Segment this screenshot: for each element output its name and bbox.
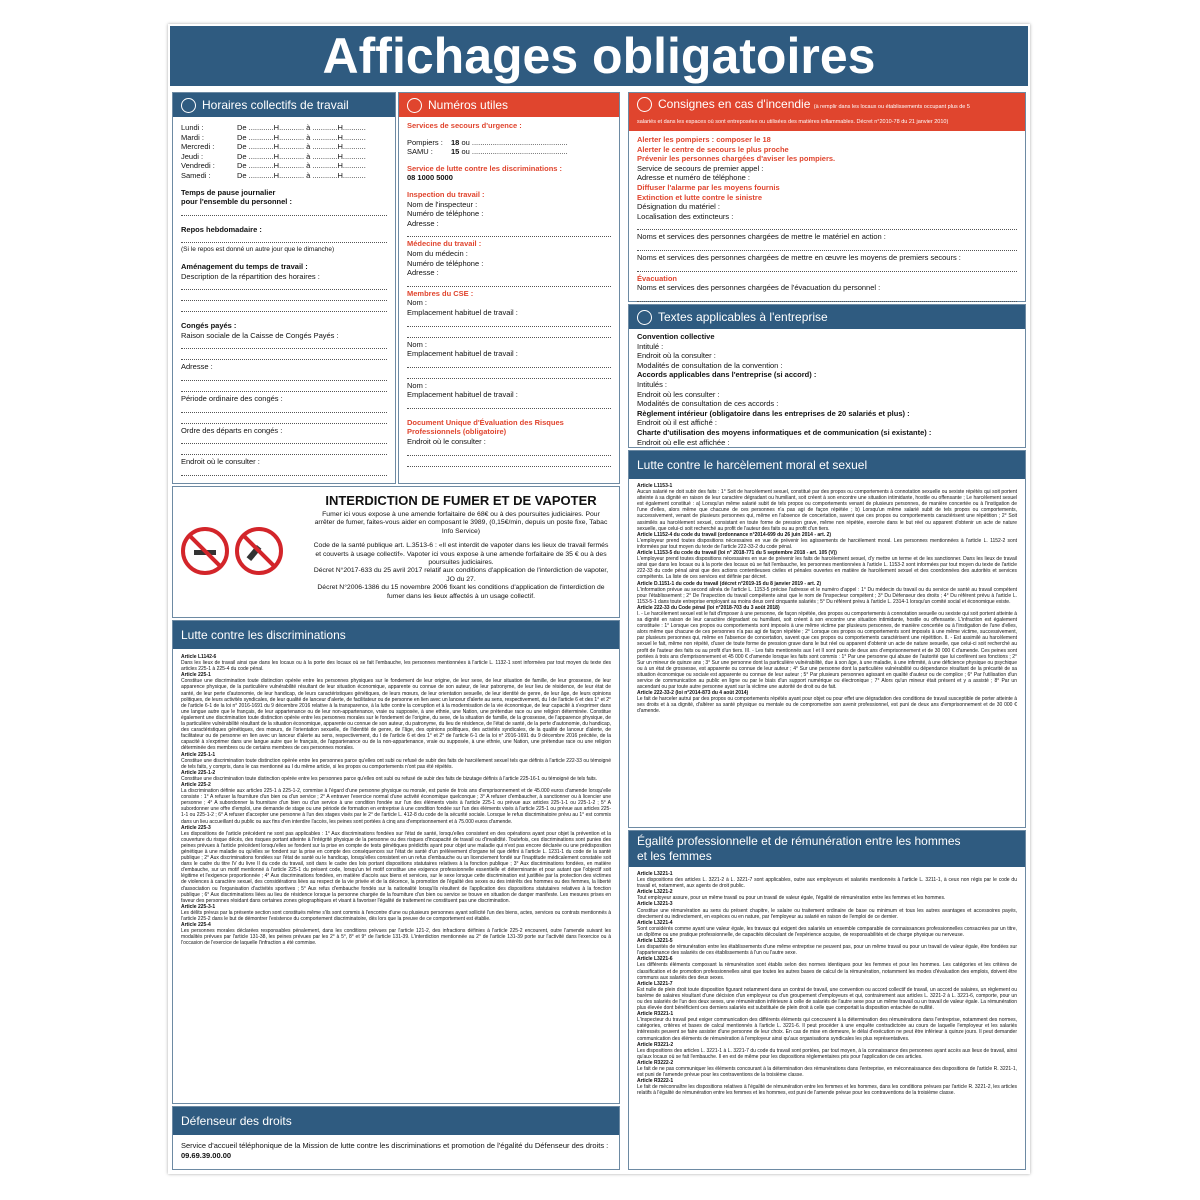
days-list (181, 123, 387, 181)
article-heading: Article R3221-2 (637, 1041, 674, 1048)
law-article (637, 1078, 1017, 1096)
day-label: Jeudi : (181, 151, 204, 161)
harcelement-body (629, 479, 1025, 719)
law-article (637, 1011, 1017, 1041)
discriminations-title: Lutte contre les discriminations (181, 628, 346, 642)
text-line: Règlement intérieur (obligatoire dans les entreprises de 20 salariés et plus) : (637, 408, 910, 418)
emplacement-label: Emplacement habituel de travail : (407, 349, 518, 359)
article-heading: Article L3221-3 (637, 901, 673, 908)
adresse-label: Adresse : (407, 268, 439, 278)
smoking-text (313, 493, 609, 601)
text-line: Endroit où la consulter : (637, 351, 716, 361)
article-heading: Article 225-2 (181, 781, 211, 788)
article-text: La discrimination définie aux articles 225-1 à 225-1-2, commise à l'égard d'une personne physique ou morale, est punie de trois ans d'emprisonnement et de 45.000 euros d'amende lorsqu'elle consiste : 1° A refuser la fourniture d'un bien ou d'un service ; 2° A entraver l'exercice normal d'une activité économique quelconque ; 3° A refuser d'embaucher, à sanctionner ou à licencier une personne ; 4° A subordonner la fourniture d'un bien ou d'un service à une condition fondée sur l'un des éléments visés à l'article 225-1 ou prévue aux articles 225-1-1 ou 225-1-2 ; 5° A subordonner une offre d'emploi, une demande de stage ou une période de formation en entreprise à une condition fondée sur l'un des éléments visés à l'article 225-1 ou prévue aux articles 225-1-1 ou 225-1-2 ; 6° A refuser d'accepter une personne à l'un des stages visés par le 2° de l'article L. 412-8 du code de la sécurité sociale. Lorsque le refus discriminatoire prévu au 1° est commis dans un lieu accueillant du public ou aux fins d'en interdire l'accès, les peines sont portées à cinq ans d'emprisonnement et à 75.000 euros d'amende. (181, 788, 611, 825)
field-label: Noms et services des personnes chargées de l'évacuation du personnel : (637, 283, 881, 293)
article-heading: Article L3221-4 (637, 919, 673, 926)
article-text: Les dispositions des articles L. 3221-2 à L. 3221-7 sont applicables, outre aux employeurs et salariés mentionnés à l'article L. 3211-1, à ceux non régis par le code du travail et, notamment, aux agents de droit public. (637, 877, 1017, 890)
day-row (181, 152, 387, 162)
fill-line (181, 415, 387, 424)
article-heading: Article R3222-2 (637, 1059, 674, 1066)
duer-label-2: Professionnels (obligatoire) (407, 427, 507, 437)
article-heading: Article D.1151-1 du code du travail (décret n°2019-15 du 8 janvier 2019 - art. 2) (637, 580, 822, 587)
pompiers-label: Pompiers : (407, 137, 443, 147)
law-article (181, 825, 611, 904)
day-slot: De ............H............ à ............H........... (237, 161, 366, 171)
fill-line (181, 207, 387, 216)
article-heading: Article 225-1 (181, 672, 211, 679)
defenseur-section (172, 1106, 620, 1170)
day-row (181, 123, 387, 133)
day-label: Samedi : (181, 170, 211, 180)
day-slot: De ............H............ à ............H........... (237, 142, 366, 152)
discriminations-section (172, 620, 620, 1104)
discrim-label: Service de lutte contre les discriminations : (407, 163, 563, 173)
day-slot: De ............H............ à ............H........... (237, 132, 366, 142)
article-text: Les différents éléments composant la rémunération sont établis selon des normes identiques pour les femmes et pour les hommes. Les catégories et les critères de classification et de promotion professionnelles ainsi que toutes les autres bases de calcul de la rémunération, notamment les modes d'évaluation des emplois, doivent être communs aux salariés des deux sexes. (637, 962, 1017, 981)
smoking-title: INTERDICTION DE FUMER ET DE VAPOTER (325, 493, 597, 508)
article-text: L'information prévue au second alinéa de l'article L. 1153-5 précise l'adresse et le numéro d'appel : 1° Du médecin du travail ou du service de santé au travail compétent pour l'établissement ; 2° De l'inspection du travail compétente ainsi que le nom de l'inspecteur compétent ; 3° Du Défenseur des droits ; 4° Du référent prévu à l'article L. 1153-5-1 dans toute entreprise employant au moins deux cent cinquante salariés ; 5° Du référent prévu à l'article L. 2314-1 lorsqu'un comité social et économique existe. (637, 586, 1017, 605)
adresse-label: Adresse : (407, 218, 439, 228)
numeros-body (399, 117, 619, 473)
article-text: Le fait de ne pas communiquer les éléments concourant à la détermination des rémunérations dans l'entreprise, en méconnaissance des dispositions de l'article R. 3221-1, est puni de l'amende prévue pour les contraventions de la troisième classe. (637, 1066, 1017, 1079)
article-text: L'employeur prend toutes dispositions nécessaires en vue de prévenir les faits de harcèlement sexuel, d'y mettre un terme et de les sanctionner. Dans les lieux de travail ainsi que dans les locaux ou à la porte des locaux où se fait l'embauche, les personnes mentionnées à l'article L. 1153-2 sont informées par tout moyen du texte de l'article 222-33 du code pénal ainsi que des actions contentieuses civiles et pénales ouvertes en matière de harcèlement sexuel et des coordonnées des autorités et services compétents. La liste de ces services est définie par décret. (637, 556, 1017, 581)
adresse-label: Adresse : (181, 362, 213, 372)
emplacement-label: Emplacement habituel de travail : (407, 307, 518, 317)
article-heading: Article L1142-6 (181, 654, 217, 660)
fill-line (407, 370, 611, 379)
harcelement-section (628, 450, 1026, 828)
fill-line (181, 292, 387, 301)
incendie-note: (à remplir dans les locaux ou établissements occupant plus de 5 (813, 104, 970, 110)
day-slot: De ............H............ à ............H........... (237, 170, 366, 180)
smoking-para: Décret N°2006-1386 du 15 novembre 2006 fixant les conditions d'application de l'interdiction de fumer dans les lieux affectés à un usage collectif. (317, 584, 605, 600)
discrim-number: 08 1000 5000 (407, 173, 453, 183)
inspecteur-label: Nom de l'inspecteur : (407, 199, 478, 209)
law-article (637, 532, 1017, 550)
ordre-label: Ordre des départs en congés : (181, 425, 283, 435)
instruction: Extinction et lutte contre le sinistre (637, 192, 763, 202)
incendie-note-2: salariés et dans les espaces où sont entreposées ou utilisées des matières inflammables. Décret n°2010-78 du 21 janvier 2010) (637, 119, 949, 126)
phone-icon (407, 98, 422, 113)
fill-line (407, 458, 611, 467)
fill-line (181, 234, 387, 243)
article-heading: Article 222-33 du Code pénal (loi n°2018-703 du 3 août 2018) (637, 604, 780, 611)
fill-line (637, 293, 1017, 302)
egalite-title-2: et les femmes (637, 849, 712, 863)
day-slot: De ............H............ à ............H........... (237, 151, 366, 161)
day-label: Mercredi : (181, 142, 215, 152)
field-label: Noms et services des personnes chargées de mettre le matériel en action : (637, 232, 886, 242)
repos-note: (Si le repos est donné un autre jour que le dimanche) (181, 246, 335, 254)
discriminations-body (173, 649, 619, 952)
day-label: Vendredi : (181, 161, 215, 171)
article-text: L'employeur prend toutes dispositions nécessaires en vue de prévenir les agissements de harcèlement moral. Les personnes mentionnées à l'article L. 1152-2 sont informées par tout moyen du texte de l'article 222-33-2 du code pénal. (637, 537, 1017, 550)
tel-label: Numéro de téléphone : (407, 258, 484, 268)
article-heading: Article 225-3 (181, 824, 211, 831)
fill-line (407, 447, 611, 456)
or-label: ou (461, 137, 470, 147)
article-text: Les disparités de rémunération entre les établissements d'une même entreprise ne peuvent pas, pour un même travail ou pour un travail de valeur égale, être fondées sur l'appartenance des salariés de ces établissements à l'un ou l'autre sexe. (637, 944, 1017, 957)
article-text: Les délits prévus par la présente section sont constitués même s'ils sont commis à l'encontre d'une ou plusieurs personnes ayant sollicité l'un des biens, actes, services ou contrats mentionnés à l'article 225-2 dans le but de démontrer l'existence du comportement discriminatoire, dès lors que la preuve de ce comportement est établie. (181, 909, 611, 923)
tel-label: Numéro de téléphone : (407, 209, 484, 219)
day-label: Mardi : (181, 132, 204, 142)
fill-line (181, 281, 387, 290)
fill-line (181, 351, 387, 360)
nom-label: Nom : (407, 380, 428, 390)
law-article (637, 901, 1017, 919)
article-heading: Article L1153-1 (637, 483, 673, 489)
defenseur-phone: 09.69.39.00.00 (181, 1150, 232, 1160)
law-article (637, 483, 1017, 532)
law-article (181, 922, 611, 946)
day-label: Lundi : (181, 123, 204, 132)
text-line: Intitulé : (637, 341, 664, 351)
textes-header (629, 305, 1025, 329)
law-article (637, 920, 1017, 938)
article-text: Les dispositions des articles L. 3221-1 à L. 3221-7 du code du travail sont portées, par tout moyen, à la connaissance des personnes ayant accès aux lieux de travail, ainsi qu'aux locaux où se fait l'embauche. Il en est de même pour les dispositions réglementaires pris pour l'application de ces articles. (637, 1047, 1017, 1060)
incendie-title: Consignes en cas d'incendie (658, 97, 811, 111)
article-heading: Article 225-1-1 (181, 751, 216, 758)
nom-label: Nom : (407, 339, 428, 349)
day-row (181, 171, 387, 181)
harcelement-title: Lutte contre le harcèlement moral et sexuel (637, 458, 868, 472)
nom-label: Nom : (407, 298, 428, 308)
pompiers-row: Pompiers : 18 ou .............................................. (407, 137, 568, 147)
book-icon (637, 310, 652, 325)
text-line: Charte d'utilisation des moyens informatiques et de communication (si existante) : (637, 427, 932, 437)
field-label: Noms et services des personnes chargées de mettre en œuvre les moyens de premiers secours : (637, 252, 961, 262)
instruction: Évacuation (637, 273, 678, 283)
egalite-title: Égalité professionnelle et de rémunération entre les hommes (637, 834, 961, 848)
article-text: Constitue une discrimination toute distinction opérée entre les personnes parce qu'elles ont subi ou refusé de subir des faits de harcèlement sexuel tels que définis à l'article 222-33 ou témoigné de tels faits, y compris, dans le cas mentionné au I du même article, si les propos ou comportements n'ont pas été répétés. (181, 757, 611, 770)
law-article (181, 770, 611, 782)
fire-icon (637, 97, 652, 112)
horaires-body (173, 117, 395, 482)
incendie-section (628, 92, 1026, 302)
fill-line (181, 467, 387, 476)
field-label: Service de secours de premier appel : (637, 163, 764, 173)
horaires-header (173, 93, 395, 117)
text-line: Intitulés : (637, 379, 668, 389)
fill-line (407, 400, 611, 409)
fill-line (407, 359, 611, 368)
conges-label: Congés payés : (181, 321, 237, 331)
article-heading: Article 225-3-1 (181, 903, 216, 910)
repartition-label: Description de la répartition des horaires : (181, 271, 320, 281)
article-text: Aucun salarié ne doit subir des faits : 1° Soit de harcèlement sexuel, constitué par des propos ou comportements à connotation sexuelle ou sexiste répétés qui soit portent atteinte à sa dignité en raison de leur caractère dégradant ou humiliant, soit créent à son encontre une situation intimidante, hostile ou offensante ; Le harcèlement sexuel est également constitué : a) Lorsqu'un même salarié subit de tels propos ou comportements venant de plusieurs personnes, de manière concertée ou à l'instigation de l'une d'elles, alors même que chacune de ces personnes n'a pas agi de façon répétée ; b) Lorsqu'un même salarié subit de tels propos ou comportements, successivement, venant de plusieurs personnes qui, même en l'absence de concertation, savent que ces propos ou comportements caractérisent une répétition ; 2° Soit assimilés au harcèlement sexuel, consistant en toute forme de pression grave, même non répétée, exercée dans le but réel ou apparent d'obtenir un acte de nature sexuelle, que celui-ci soit recherché au profit de l'auteur des faits ou au profit d'un tiers. (637, 489, 1017, 532)
instruction: Alerter les pompiers : composer le 18 (637, 135, 771, 144)
discriminations-header (173, 621, 619, 649)
article-text: Le fait de harceler autrui par des propos ou comportements répétés ayant pour objet ou pour effet une dégradation des conditions de travail susceptible de porter atteinte à ses droits et à sa dignité, d'altérer sa santé physique ou mentale ou de compromettre son avenir professionnel, est puni de deux ans d'emprisonnement et de 30 000 € d'amende. (637, 696, 1017, 715)
inspection-label: Inspection du travail : (407, 189, 485, 199)
amenagement-label: Aménagement du temps de travail : (181, 261, 308, 271)
fill-line (637, 242, 1017, 251)
egalite-section (628, 830, 1026, 1170)
horaires-section (172, 92, 396, 484)
samu-number: 15 (451, 147, 460, 157)
day-row (181, 133, 387, 143)
article-text: Constitue une rémunération au sens du présent chapitre, le salaire ou traitement ordinaire de base ou minimum et tous les autres avantages et accessoires payés, directement ou indirectement, en espèces ou en nature, par l'employeur au salarié en raison de l'emploi de ce dernier. (637, 907, 1017, 920)
law-article (637, 956, 1017, 980)
instruction: Diffuser l'alarme par les moyens fournis (637, 182, 780, 192)
instruction: Alerter le centre de secours le plus proche (637, 144, 789, 154)
article-heading: Article L1152-4 du code du travail (ordonnance n°2014-699 du 26 juin 2014 - art. 2) (637, 531, 832, 538)
textes-body (629, 329, 1025, 451)
article-heading: Article L3221-2 (637, 889, 673, 896)
smoking-section (172, 486, 620, 618)
textes-section (628, 304, 1026, 448)
day-row (181, 161, 387, 171)
article-heading: Article R3222-1 (637, 1078, 674, 1085)
article-text: Le fait de méconnaître les dispositions relatives à l'égalité de rémunération entre les femmes et les hommes, dans les conditions prévues par l'article R. 3221-2, les articles relatifs à l'égalité de rémunération entre les femmes et les hommes, est puni de l'amende prévue pour les contraventions de la troisième classe. (637, 1084, 1017, 1097)
smoking-para: Fumer ici vous expose à une amende forfaitaire de 68€ ou à des poursuites judiciaires. Pour arrêter de fumer, faites-vous aider en composant le 3989, (0,15€/min, depuis un poste fixe, Tabac Info Service) (314, 511, 608, 535)
fill-line (407, 228, 611, 237)
law-article (181, 672, 611, 751)
law-article (637, 550, 1017, 580)
field-label: Désignation du matériel : (637, 202, 720, 212)
article-text: Constitue une discrimination toute distinction opérée entre les personnes parce qu'elles ont subi ou refusé de subir des faits de bizutage définis à l'article 225-16-1 ou témoigné de tels faits. (181, 775, 598, 782)
law-article (637, 938, 1017, 956)
defenseur-text: Service d'accueil téléphonique de la Mission de lutte contre les discriminations et promotion de l'égalité du Défenseur des droits : (181, 1141, 609, 1150)
article-heading: Article L3221-6 (637, 956, 673, 963)
law-article (637, 871, 1017, 889)
samu-row: SAMU : 15 ou .............................................. (407, 147, 568, 157)
no-vaping-icon (235, 527, 283, 575)
page-title: Affichages obligatoires (170, 26, 1028, 86)
article-text: I. - Le harcèlement sexuel est le fait d'imposer à une personne, de façon répétée, des propos ou comportements à connotation sexuelle ou sexiste qui soit portent atteinte à sa dignité en raison de leur caractère dégradant ou humiliant, soit créent à son encontre une situation intimidante, hostile ou offensante. L'infraction est également constituée : 1° Lorsque ces propos ou comportements sont imposés à une même victime par plusieurs personnes, de manière concertée ou à l'instigation de l'une d'elles, alors même que chacune de ces personnes n'a pas agi de façon répétée ; 2° Lorsque ces propos ou comportements sont imposés à une même victime, successivement, par plusieurs personnes qui, même en l'absence de concertation, savent que ces propos ou comportements caractérisent une répétition. II. - Est assimilé au harcèlement sexuel le fait, même non répété, d'user de toute forme de pression grave dans le but réel ou apparent d'obtenir un acte de nature sexuelle, que celui-ci soit recherché au profit de l'auteur des faits ou au profit d'un tiers. III. - Les faits mentionnés aux I et II sont punis de deux ans d'emprisonnement et de 30 000 € d'amende. Ces peines sont portées à trois ans d'emprisonnement et 45 000 € d'amende lorsque les faits sont commis : 1° Par une personne qui abuse de l'autorité que lui confèrent ses fonctions ; 2° Sur un mineur de quinze ans ; 3° Sur une personne dont la particulière vulnérabilité, due à son âge, à une maladie, à une infirmité, à une déficience physique ou psychique ou à un état de grossesse, est apparente ou connue de leur auteur ; 4° Sur une personne dont la particulière vulnérabilité ou dépendance résultant de la précarité de sa situation économique ou sociale est apparente ou connue de leur auteur ; 5° Par plusieurs personnes agissant en qualité d'auteur ou de complice ; 6° Par l'utilisation d'un service de communication au public en ligne ou par le biais d'un support numérique ou électronique ; 7° Alors qu'un mineur était présent et y a assisté ; 8° Par un ascendant ou par toute autre personne ayant sur la victime une autorité de droit ou de fait. (637, 610, 1017, 691)
duer-label: Document Unique d'Évaluation des Risques (407, 417, 564, 427)
day-row (181, 142, 387, 152)
day-slot: De ............H............ à ............H........... (237, 123, 366, 132)
numeros-section (398, 92, 620, 484)
text-line: Convention collective (637, 332, 715, 341)
article-heading: Article 225-1-2 (181, 769, 216, 776)
smoking-para: Décret N°2017-633 du 25 avril 2017 relatif aux conditions d'application de l'interdiction de vapoter, JO du 27. (313, 567, 609, 583)
article-heading: Article L3221-1 (637, 871, 673, 877)
text-line: Modalités de consultation de la convention : (637, 360, 783, 370)
field-label: Adresse et numéro de téléphone : (637, 173, 750, 183)
harcelement-header (629, 451, 1025, 479)
text-line: Endroit où il est affiché : (637, 418, 717, 428)
fill-line (637, 263, 1017, 272)
emplacement-label: Emplacement habituel de travail : (407, 390, 518, 400)
or-label: ou (461, 147, 470, 157)
medecin-label: Nom du médecin : (407, 248, 468, 258)
article-text: Les personnes morales déclarées responsables pénalement, dans les conditions prévues par l'article 121-2, des infractions définies à l'article 225-2 encourent, outre l'amende suivant les modalités prévues par l'article 131-38, les peines prévues par les 2° à 5°, 8° et 9° de l'article 131-39. L'interdiction mentionnée au 2° de l'article 131-39 porte sur l'activité dans l'exercice ou à l'occasion de l'exercice de laquelle l'infraction a été commise. (181, 928, 611, 947)
article-text: Dans les lieux de travail ainsi que dans les locaux ou à la porte des locaux où se fait l'embauche, les personnes mentionnées à l'article L. 1132-1 sont informées par tout moyen du texte des articles 225-1 à 225-4 du code pénal. (181, 660, 611, 673)
defenseur-header (173, 1107, 619, 1135)
fill-line (637, 221, 1017, 230)
text-line: Accords applicables dans l'entreprise (si accord) : (637, 370, 817, 380)
law-article (181, 782, 611, 825)
horaires-title: Horaires collectifs de travail (202, 98, 349, 112)
article-text: Constitue une discrimination toute distinction opérée entre les personnes physiques sur le fondement de leur origine, de leur sexe, de leur situation de famille, de leur grossesse, de leur apparence physique, de la particulière vulnérabilité résultant de leur situation économique, apparente ou connue de son auteur, de leur patronyme, de leur lieu de résidence, de leur état de santé, de leur perte d'autonomie, de leur handicap, de leurs caractéristiques génétiques, de leurs mœurs, de leur orientation sexuelle, de leur identité de genre, de leur âge, de leurs opinions politiques, de leurs activités syndicales, de leur qualité de lanceur d'alerte, de facilitateur ou de personne en lien avec un lanceur d'alerte au sens, respectivement, du I de l'article 6 et des 1° et 2° de l'article 6-1 de la loi n° 2016-1691 du 9 décembre 2016 relative à la transparence, à la lutte contre la corruption et à la modernisation de la vie économique, de leur capacité à s'exprimer dans une langue autre que le français, de leur appartenance ou de leur non-appartenance, vraie ou supposée, à une ethnie, une Nation, une prétendue race ou une religion déterminée. Constitue également une discrimination toute distinction opérée entre les personnes morales sur le fondement de l'origine, du sexe, de la situation de famille, de la grossesse, de l'apparence physique, de la particulière vulnérabilité résultant de la situation économique, apparente ou connue de son auteur, du patronyme, du lieu de résidence, de l'état de santé, de la perte d'autonomie, du handicap, des caractéristiques génétiques, des mœurs, de l'orientation sexuelle, de l'identité de genre, de l'âge, des opinions politiques, des activités syndicales, de la qualité de lanceur d'alerte, de facilitateur ou de personne en lien avec un lanceur d'alerte au sens, respectivement, du I de l'article 6 et des 1° et 2° de l'article 6-1 de la loi n° 2016-1691 du 9 décembre 2016 précitée, de la capacité à s'exprimer dans une langue autre que le français, de l'appartenance ou de la non-appartenance, vraie ou supposée, à une ethnie, une Nation, une prétendue race ou une religion déterminée des membres ou de certains membres de ces personnes morales. (181, 678, 611, 752)
numeros-header (399, 93, 619, 117)
law-article (181, 654, 611, 672)
defenseur-title: Défenseur des droits (181, 1114, 292, 1128)
law-article (637, 889, 1017, 901)
endroit-label: Endroit où le consulter : (407, 437, 486, 447)
law-article (637, 1060, 1017, 1078)
article-heading: Article 225-4 (181, 922, 211, 929)
no-smoking-icon (181, 527, 229, 575)
field-label: Localisation des extincteurs : (637, 211, 734, 221)
article-text: Sont considérés comme ayant une valeur égale, les travaux qui exigent des salariés un ensemble comparable de connaissances professionnelles consacrées par un titre, un diplôme ou une pratique professionnelle, de capacités découlant de l'expérience acquise, de responsabilités et de charge physique ou nerveuse. (637, 925, 1017, 938)
fill-line (181, 404, 387, 413)
article-heading: Article L3221-5 (637, 938, 673, 945)
incendie-header (629, 93, 1025, 131)
article-text: Tout employeur assure, pour un même travail ou pour un travail de valeur égale, l'égalité de rémunération entre les femmes et les hommes. (637, 895, 946, 902)
caisse-label: Raison sociale de la Caisse de Congés Payés : (181, 330, 339, 340)
text-line: Modalités de consultation de ces accords : (637, 399, 779, 409)
egalite-body (629, 867, 1025, 1100)
defenseur-body (173, 1135, 619, 1164)
article-text: L'inspecteur du travail peut exiger communication des différents éléments qui concourent à la détermination des rémunérations dans l'entreprise, notamment des normes, catégories, critères et bases de calcul mentionnés à l'article L. 3221-6. Il peut procéder à une enquête contradictoire au cours de laquelle l'employeur et les salariés intéressés peuvent se faire assister d'une personne de leur choix. En cas de mise en demeure, le délai d'exécution ne peut être inférieur à quinze jours. Il peut demander communication des éléments de rémunération à l'employeur ainsi qu'aux organisations syndicales les plus représentatives. (637, 1017, 1017, 1042)
article-heading: Article 222-33-2 (loi n°2014-873 du 4 août 2014) (637, 690, 749, 697)
article-text: Les dispositions de l'article précédent ne sont pas applicables : 1° Aux discriminations fondées sur l'état de santé, lorsqu'elles consistent en des opérations ayant pour objet la prévention et la couverture du risque décès, des risques portant atteinte à l'intégrité physique de la personne ou des risques d'incapacité de travail ou d'invalidité. Toutefois, ces discriminations sont punies des peines prévues à l'article précédent lorsqu'elles se fondent sur la prise en compte de tests génétiques prédictifs ayant pour objet une maladie qui n'est pas encore déclarée ou une prédisposition génétique à une maladie ou qu'elles se fondent sur la prise en compte des conséquences sur l'état de santé d'un prélèvement d'organe tel que défini à l'article L. 1231-1 du code de la santé publique ; 2° Aux discriminations fondées sur l'état de santé ou le handicap, lorsqu'elles consistent en un refus d'embauche ou un licenciement fondé sur l'inaptitude médicalement constatée soit dans le cadre du titre IV du livre II du code du travail, soit dans le cadre des lois portant dispositions statutaires relatives à la fonction publique ; 3° Aux discriminations fondées, en matière d'embauche, sur un motif mentionné à l'article 225-1 du présent code, lorsqu'un tel motif constitue une exigence professionnelle essentielle et déterminante et pour autant que l'objectif soit légitime et l'exigence proportionnée ; 4° Aux discriminations fondées, en matière d'accès aux biens et services, sur le sexe lorsque cette discrimination est justifiée par la protection des victimes de violences à caractère sexuel, des considérations liées au respect de la vie privée et de la décence, la promotion de l'égalité des sexes ou des intérêts des hommes ou des femmes, la liberté d'association ou l'organisation d'activités sportives ; 5° Aux refus d'embauche fondés sur la nationalité lorsqu'ils résultent de l'application des dispositions statutaires relatives à la fonction publique ; 6° Aux discriminations liées au lieu de résidence lorsque la personne chargée de la fourniture d'un bien ou service se trouve en situation de danger manifeste. Les mesures prises en faveur des personnes résidant dans certaines zones géographiques et visant à favoriser l'égalité de traitement ne constituent pas une discrimination. (181, 830, 611, 904)
periode-label: Période ordinaire des congés : (181, 393, 283, 403)
poster (168, 24, 1030, 1174)
incendie-body (629, 131, 1025, 317)
samu-label: SAMU : (407, 147, 433, 157)
pause-label: Temps de pause journalier (181, 187, 276, 197)
fill-line (181, 372, 387, 381)
article-heading: Article R3221-1 (637, 1011, 674, 1018)
fill-line (181, 435, 387, 444)
textes-title: Textes applicables à l'entreprise (658, 310, 828, 324)
egalite-header (629, 831, 1025, 867)
law-article (637, 690, 1017, 714)
instruction: Prévenir les personnes chargées d'aviser les pompiers. (637, 154, 836, 164)
law-article (637, 981, 1017, 1011)
clock-icon (181, 98, 196, 113)
article-text: Est nulle de plein droit toute disposition figurant notamment dans un contrat de travail, une convention ou accord collectif de travail, un accord de salaires, un règlement ou barème de salaires résultant d'une décision d'un employeur ou d'un groupement d'employeurs et qui, contrairement aux articles L. 3221-2 à L. 3221-6, comporte, pour un ou des salariés de l'un des deux sexes, une rémunération inférieure à celle de salariés de l'autre sexe pour un même travail ou un travail de valeur égale. La rémunération plus élevée dont bénéficient ces derniers salariés est substituée de plein droit à celle que comportait la disposition entachée de nullité. (637, 986, 1017, 1012)
fill-line (181, 383, 387, 392)
article-heading: Article L3221-7 (637, 980, 673, 987)
pompiers-number: 18 (451, 137, 460, 147)
law-article (637, 605, 1017, 690)
law-article (637, 1042, 1017, 1060)
law-article (181, 752, 611, 770)
fill-line (181, 340, 387, 349)
repos-label: Repos hebdomadaire : (181, 224, 262, 234)
fill-line (181, 303, 387, 312)
text-line: Endroit où elle est affichée : (637, 437, 730, 447)
medecine-label: Médecine du travail : (407, 239, 482, 249)
cse-label: Membres du CSE : (407, 288, 474, 298)
text-line: Endroit où les consulter : (637, 389, 720, 399)
fill-line (407, 278, 611, 287)
fill-line (407, 318, 611, 327)
law-article (181, 904, 611, 922)
smoking-para: Code de la santé publique art. L.3513-6 : «Il est interdit de vapoter dans les lieux de travail fermés et couverts à usage collectif». Vapoter ici vous expose à une amende forfaitaire de 35 € ou à des poursuites judiciaires. (313, 542, 609, 567)
fill-line (407, 329, 611, 338)
pause-label-2: pour l'ensemble du personnel : (181, 197, 292, 207)
law-article (637, 581, 1017, 605)
fill-line (181, 446, 387, 455)
numeros-title: Numéros utiles (428, 98, 509, 112)
article-heading: Article L1153-5 du code du travail (loi n° 2018-771 du 5 septembre 2018 - art. 105 (V)) (637, 550, 837, 557)
secours-label: Services de secours d'urgence : (407, 121, 522, 130)
endroit-label: Endroit où le consulter : (181, 457, 260, 467)
